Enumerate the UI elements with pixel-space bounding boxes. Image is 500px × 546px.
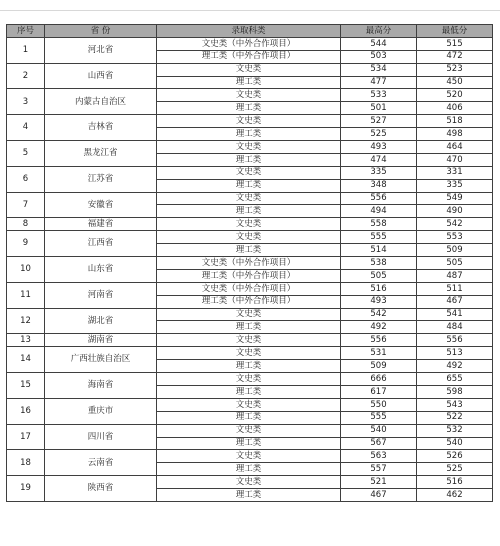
row-min-score: 516 xyxy=(417,476,493,489)
row-category: 理工类 xyxy=(157,205,341,218)
table-row xyxy=(7,476,493,489)
row-province: 江苏省 xyxy=(45,166,157,192)
row-index: 16 xyxy=(7,398,45,424)
row-min-score: 518 xyxy=(417,115,493,128)
row-max-score: 556 xyxy=(341,192,417,205)
row-max-score: 563 xyxy=(341,450,417,463)
row-min-score: 525 xyxy=(417,463,493,476)
header-max-score: 最高分 xyxy=(341,25,417,38)
row-max-score: 540 xyxy=(341,424,417,437)
row-min-score: 462 xyxy=(417,489,493,502)
row-max-score: 492 xyxy=(341,321,417,334)
row-category: 文史类 xyxy=(157,347,341,360)
row-category: 理工类 xyxy=(157,244,341,257)
row-category: 理工类 xyxy=(157,102,341,115)
header-province: 省 份 xyxy=(45,25,157,38)
row-max-score: 467 xyxy=(341,489,417,502)
row-province: 黑龙江省 xyxy=(45,141,157,167)
row-max-score: 501 xyxy=(341,102,417,115)
row-min-score: 655 xyxy=(417,373,493,386)
table-row xyxy=(7,192,493,205)
table-row xyxy=(7,63,493,76)
row-max-score: 509 xyxy=(341,360,417,373)
row-max-score: 493 xyxy=(341,141,417,154)
row-max-score: 544 xyxy=(341,37,417,50)
row-max-score: 557 xyxy=(341,463,417,476)
row-category: 理工类 xyxy=(157,437,341,450)
row-category: 理工类（中外合作项目） xyxy=(157,269,341,282)
row-category: 文史类 xyxy=(157,218,341,231)
row-min-score: 498 xyxy=(417,128,493,141)
row-category: 文史类（中外合作项目） xyxy=(157,37,341,50)
row-province: 福建省 xyxy=(45,218,157,231)
row-index: 17 xyxy=(7,424,45,450)
table-body xyxy=(7,37,493,501)
header-index: 序号 xyxy=(7,25,45,38)
top-divider xyxy=(0,10,500,11)
table-row xyxy=(7,424,493,437)
row-category: 文史类 xyxy=(157,231,341,244)
row-province: 湖南省 xyxy=(45,334,157,347)
row-category: 文史类 xyxy=(157,373,341,386)
row-max-score: 555 xyxy=(341,411,417,424)
table-row xyxy=(7,257,493,270)
row-category: 文史类 xyxy=(157,115,341,128)
header-row xyxy=(7,25,493,38)
row-category: 理工类 xyxy=(157,128,341,141)
row-min-score: 540 xyxy=(417,437,493,450)
row-category: 文史类 xyxy=(157,424,341,437)
row-min-score: 470 xyxy=(417,153,493,166)
row-max-score: 503 xyxy=(341,50,417,63)
row-province: 海南省 xyxy=(45,373,157,399)
table-row xyxy=(7,347,493,360)
row-min-score: 553 xyxy=(417,231,493,244)
row-category: 理工类 xyxy=(157,76,341,89)
row-index: 12 xyxy=(7,308,45,334)
row-province: 江西省 xyxy=(45,231,157,257)
row-province: 重庆市 xyxy=(45,398,157,424)
row-min-score: 484 xyxy=(417,321,493,334)
row-category: 文史类 xyxy=(157,450,341,463)
row-category: 理工类 xyxy=(157,360,341,373)
row-min-score: 467 xyxy=(417,295,493,308)
table-row xyxy=(7,398,493,411)
table-row xyxy=(7,231,493,244)
row-min-score: 464 xyxy=(417,141,493,154)
row-category: 文史类（中外合作项目） xyxy=(157,257,341,270)
row-index: 1 xyxy=(7,37,45,63)
row-province: 云南省 xyxy=(45,450,157,476)
row-category: 理工类 xyxy=(157,463,341,476)
row-category: 理工类（中外合作项目） xyxy=(157,50,341,63)
row-min-score: 511 xyxy=(417,282,493,295)
row-province: 吉林省 xyxy=(45,115,157,141)
row-max-score: 666 xyxy=(341,373,417,386)
row-max-score: 525 xyxy=(341,128,417,141)
row-category: 文史类 xyxy=(157,192,341,205)
row-min-score: 490 xyxy=(417,205,493,218)
row-min-score: 335 xyxy=(417,179,493,192)
table-row xyxy=(7,218,493,231)
row-index: 2 xyxy=(7,63,45,89)
row-index: 3 xyxy=(7,89,45,115)
table-row xyxy=(7,89,493,102)
row-max-score: 567 xyxy=(341,437,417,450)
row-category: 理工类 xyxy=(157,321,341,334)
row-min-score: 526 xyxy=(417,450,493,463)
row-min-score: 513 xyxy=(417,347,493,360)
row-max-score: 527 xyxy=(341,115,417,128)
row-province: 河北省 xyxy=(45,37,157,63)
row-min-score: 522 xyxy=(417,411,493,424)
row-category: 文史类 xyxy=(157,166,341,179)
row-min-score: 541 xyxy=(417,308,493,321)
table-row xyxy=(7,308,493,321)
row-province: 陕西省 xyxy=(45,476,157,502)
row-min-score: 520 xyxy=(417,89,493,102)
row-index: 15 xyxy=(7,373,45,399)
row-min-score: 532 xyxy=(417,424,493,437)
row-max-score: 617 xyxy=(341,385,417,398)
row-province: 四川省 xyxy=(45,424,157,450)
table-row xyxy=(7,282,493,295)
row-min-score: 598 xyxy=(417,385,493,398)
table-row xyxy=(7,334,493,347)
row-category: 理工类 xyxy=(157,179,341,192)
row-max-score: 348 xyxy=(341,179,417,192)
row-max-score: 335 xyxy=(341,166,417,179)
admission-score-table xyxy=(6,24,493,502)
row-min-score: 556 xyxy=(417,334,493,347)
row-min-score: 543 xyxy=(417,398,493,411)
row-max-score: 555 xyxy=(341,231,417,244)
row-min-score: 472 xyxy=(417,50,493,63)
row-max-score: 533 xyxy=(341,89,417,102)
row-max-score: 493 xyxy=(341,295,417,308)
row-province: 湖北省 xyxy=(45,308,157,334)
row-category: 理工类 xyxy=(157,153,341,166)
table-row xyxy=(7,166,493,179)
row-category: 文史类 xyxy=(157,334,341,347)
row-max-score: 494 xyxy=(341,205,417,218)
row-max-score: 550 xyxy=(341,398,417,411)
row-province: 内蒙古自治区 xyxy=(45,89,157,115)
row-category: 理工类（中外合作项目） xyxy=(157,295,341,308)
row-category: 理工类 xyxy=(157,411,341,424)
row-category: 文史类 xyxy=(157,308,341,321)
table-row xyxy=(7,450,493,463)
row-min-score: 406 xyxy=(417,102,493,115)
row-max-score: 534 xyxy=(341,63,417,76)
row-min-score: 515 xyxy=(417,37,493,50)
row-min-score: 331 xyxy=(417,166,493,179)
header-min-score: 最低分 xyxy=(417,25,493,38)
row-max-score: 521 xyxy=(341,476,417,489)
row-max-score: 474 xyxy=(341,153,417,166)
row-min-score: 487 xyxy=(417,269,493,282)
table-row xyxy=(7,373,493,386)
row-province: 广西壮族自治区 xyxy=(45,347,157,373)
table-row xyxy=(7,115,493,128)
row-index: 5 xyxy=(7,141,45,167)
row-index: 19 xyxy=(7,476,45,502)
row-category: 文史类（中外合作项目） xyxy=(157,282,341,295)
row-index: 10 xyxy=(7,257,45,283)
row-max-score: 516 xyxy=(341,282,417,295)
row-min-score: 509 xyxy=(417,244,493,257)
row-province: 河南省 xyxy=(45,282,157,308)
row-province: 安徽省 xyxy=(45,192,157,218)
row-min-score: 505 xyxy=(417,257,493,270)
row-category: 理工类 xyxy=(157,489,341,502)
row-category: 文史类 xyxy=(157,476,341,489)
row-index: 4 xyxy=(7,115,45,141)
row-max-score: 477 xyxy=(341,76,417,89)
row-province: 山东省 xyxy=(45,257,157,283)
row-index: 8 xyxy=(7,218,45,231)
row-min-score: 542 xyxy=(417,218,493,231)
row-min-score: 492 xyxy=(417,360,493,373)
row-index: 18 xyxy=(7,450,45,476)
row-category: 文史类 xyxy=(157,141,341,154)
table-row xyxy=(7,141,493,154)
row-category: 理工类 xyxy=(157,385,341,398)
row-category: 文史类 xyxy=(157,398,341,411)
row-index: 6 xyxy=(7,166,45,192)
row-max-score: 505 xyxy=(341,269,417,282)
table-row xyxy=(7,37,493,50)
row-max-score: 542 xyxy=(341,308,417,321)
row-max-score: 531 xyxy=(341,347,417,360)
row-category: 文史类 xyxy=(157,89,341,102)
row-min-score: 523 xyxy=(417,63,493,76)
row-min-score: 549 xyxy=(417,192,493,205)
row-province: 山西省 xyxy=(45,63,157,89)
row-max-score: 538 xyxy=(341,257,417,270)
header-category: 录取科类 xyxy=(157,25,341,38)
row-max-score: 558 xyxy=(341,218,417,231)
row-max-score: 514 xyxy=(341,244,417,257)
row-index: 7 xyxy=(7,192,45,218)
row-max-score: 556 xyxy=(341,334,417,347)
row-index: 9 xyxy=(7,231,45,257)
row-index: 13 xyxy=(7,334,45,347)
row-category: 文史类 xyxy=(157,63,341,76)
row-min-score: 450 xyxy=(417,76,493,89)
row-index: 11 xyxy=(7,282,45,308)
row-index: 14 xyxy=(7,347,45,373)
table-header xyxy=(7,25,493,38)
